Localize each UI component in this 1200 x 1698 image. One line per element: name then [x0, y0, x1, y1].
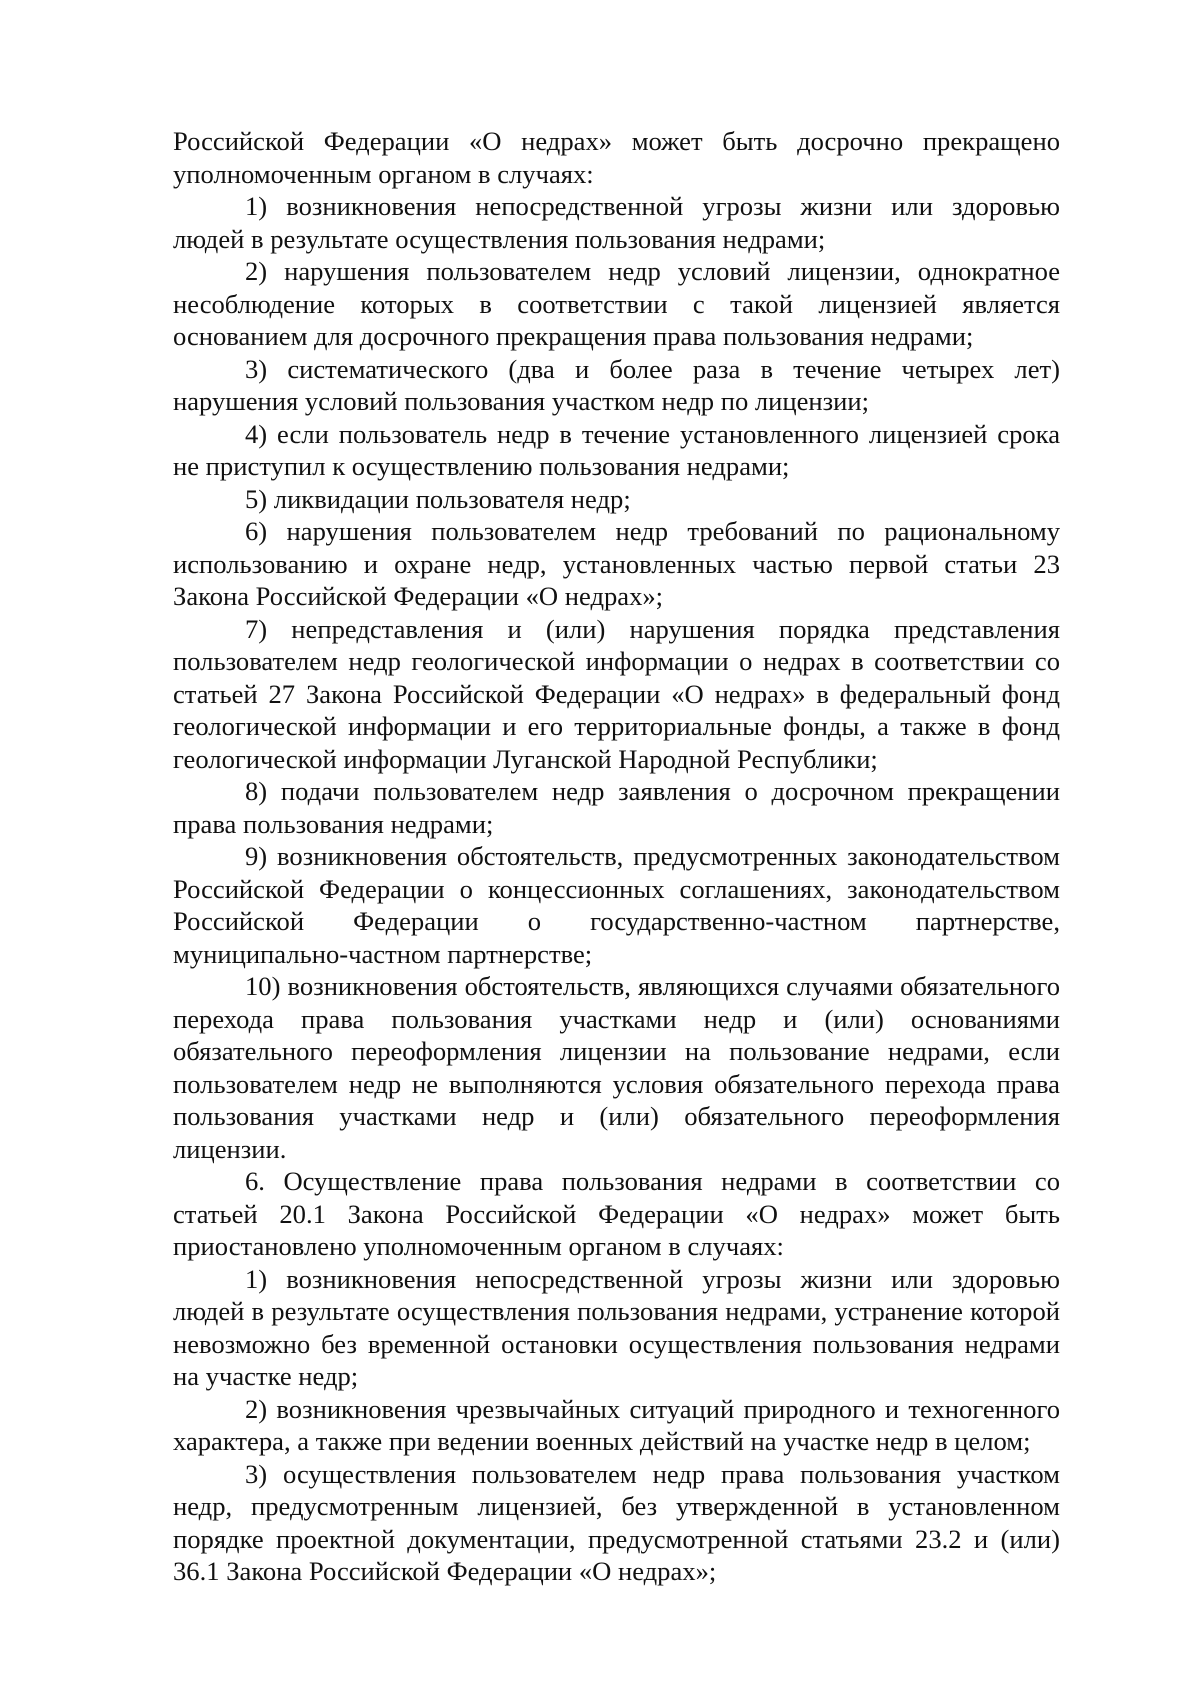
paragraph-item-6: 6) нарушения пользователем недр требований по рациональному использованию и охране недр, установленных частью первой статьи 23 Закона Российской Федерации «О недрах»; [173, 516, 1060, 611]
paragraph-item-2: 2) нарушения пользователем недр условий лицензии, однократное несоблюдение которых в соответствии с такой лицензией является основанием для досрочного прекращения права пользования недрами; [173, 256, 1060, 351]
paragraph-section-6: 6. Осуществление права пользования недрами в соответствии со статьей 20.1 Закона Российской Федерации «О недрах» может быть приостановлено уполномоченным органом в случаях: [173, 1166, 1060, 1261]
paragraph-item-5: 5) ликвидации пользователя недр; [245, 483, 631, 514]
paragraph-item-3: 3) систематического (два и более раза в течение четырех лет) нарушения условий пользования участком недр по лицензии; [173, 353, 1060, 416]
paragraph-item-4: 4) если пользователь недр в течение установленного лицензией срока не приступил к осуществлению пользования недрами; [173, 418, 1060, 481]
paragraph-item-7: 7) непредставления и (или) нарушения порядка представления пользователем недр геологической информации о недрах в соответствии со статьей 27 Закона Российской Федерации «О недрах» в федеральный фонд геологической информации и его территориальные фонды, а также в фонд геологической информации Луганской Народной Республики; [173, 613, 1060, 774]
paragraph-item-8: 8) подачи пользователем недр заявления о досрочном прекращении права пользования недрами; [173, 776, 1060, 839]
paragraph-section-6-item-1: 1) возникновения непосредственной угрозы жизни или здоровью людей в результате осуществления пользования недрами, устранение которой невозможно без временной остановки осуществления пользования недрами на участке недр; [173, 1263, 1060, 1391]
paragraph-item-1: 1) возникновения непосредственной угрозы жизни или здоровью людей в результате осуществления пользования недрами; [173, 191, 1060, 254]
paragraph-item-10: 10) возникновения обстоятельств, являющихся случаями обязательного перехода права пользования участками недр и (или) основаниями обязательного переоформления лицензии на пользование недрами, если пользователем недр не выполняются условия обязательного перехода права пользования участками недр и (или) обязательного переоформления лицензии. [173, 971, 1060, 1164]
paragraph-item-9: 9) возникновения обстоятельств, предусмотренных законодательством Российской Федерации о концессионных соглашениях, законодательством Российской Федерации о государственно-частном партнерстве, муниципально-частном партнерстве; [173, 841, 1060, 969]
document-page [173, 125, 1060, 1588]
paragraph-continuation: Российской Федерации «О недрах» может быть досрочно прекращено уполномоченным органом в случаях: [173, 126, 1060, 189]
paragraph-section-6-item-2: 2) возникновения чрезвычайных ситуаций природного и техногенного характера, а также при ведении военных действий на участке недр в целом; [173, 1393, 1060, 1456]
paragraph-section-6-item-3: 3) осуществления пользователем недр права пользования участком недр, предусмотренным лицензией, без утвержденной в установленном порядке проектной документации, предусмотренной статьями 23.2 и (или) 36.1 Закона Российской Федерации «О недрах»; [173, 1458, 1060, 1586]
